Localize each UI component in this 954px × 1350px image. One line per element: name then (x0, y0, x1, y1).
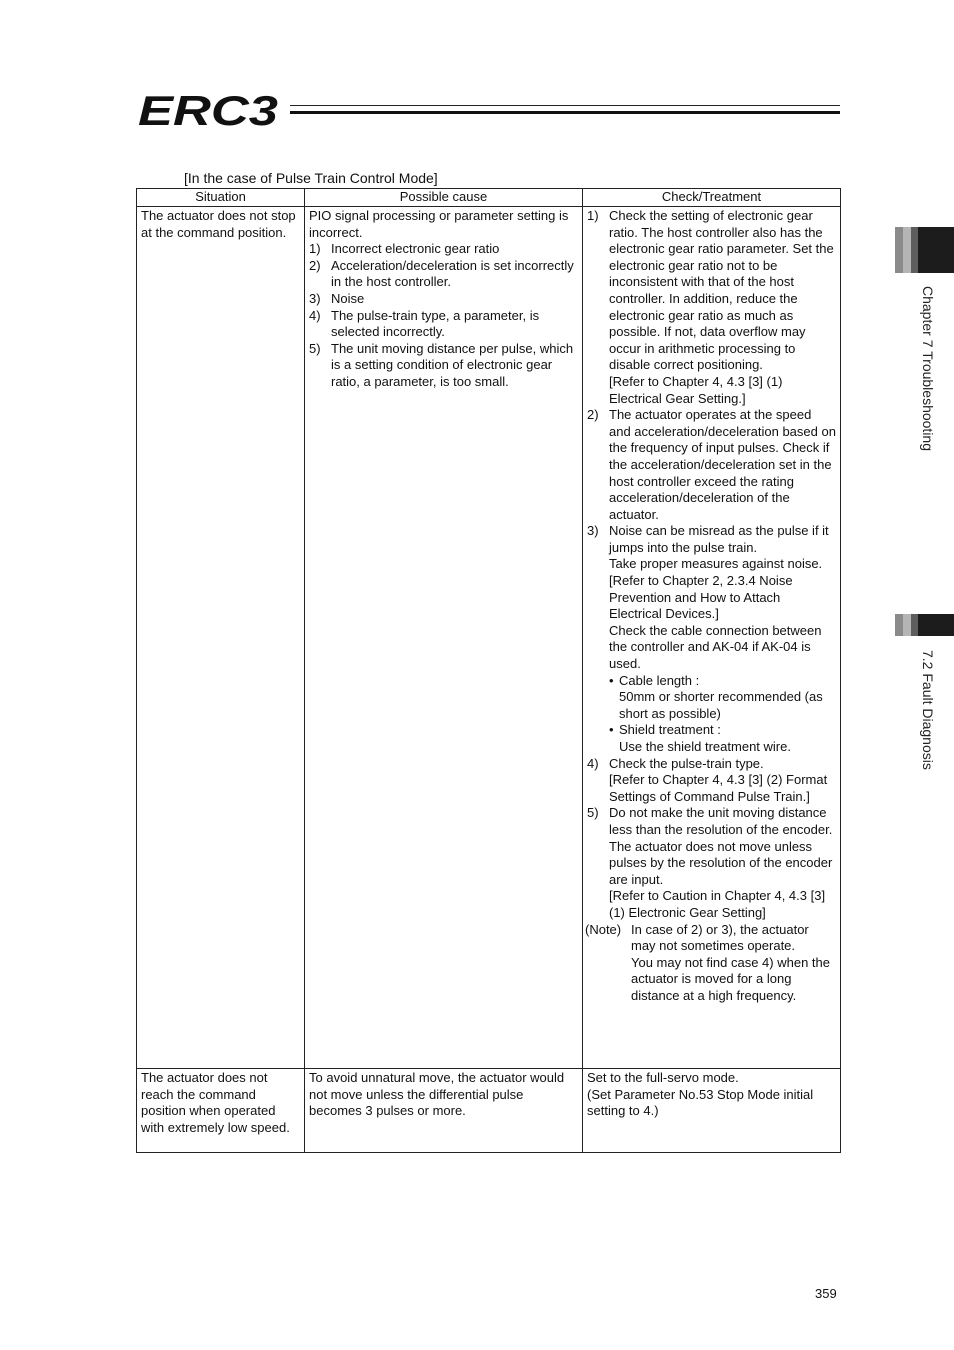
cause-list (309, 241, 578, 390)
list-item: 1) Check the setting of electronic gear ratio. The host controller also has the electronic gear ratio parameter. Set the electronic gear ratio not to be inconsistent with that of the host controller. In addition, reduce the electronic gear ratio as much as possible. If not, data overflow may occur in arithmetic processing to disable correct positioning. [Refer to Chapter 4, 4.3 [3] (1) Electrical Gear Setting.] (587, 208, 836, 407)
situation-cell (137, 207, 305, 1069)
situation-cell: The actuator does not reach the command position when operated with extremely low speed. (137, 1069, 305, 1153)
header-possible-cause: Possible cause (305, 189, 583, 207)
note-block: (Note) In case of 2) or 3), the actuator may not sometimes operate. You may not find case 4) when the actuator is moved for a long distance at a high frequency. (585, 921, 830, 1003)
bullet-item: • Shield treatment : Use the shield treatment wire. (609, 722, 791, 754)
list-item: 3) Noise can be misread as the pulse if it jumps into the pulse train. Take proper measures against noise. [Refer to Chapter 2, 2.3.4 Noise Prevention and How to Attach Electrical Devices.] Check the cable connection between the controller and AK-04 if AK-04 is used. • Cable length : 50mm or shorter recommended (as short as possible) • Shield treatment : Use the shield treatment wire. (587, 523, 836, 755)
table-caption: [In the case of Pulse Train Control Mode] (184, 170, 438, 186)
header-situation: Situation (137, 189, 305, 207)
cause-intro: PIO signal processing or parameter setting is incorrect. (309, 208, 569, 240)
reference-text: [Refer to Chapter 4, 4.3 [3] (1) Electrical Gear Setting.] (609, 373, 783, 406)
side-section-label: 7.2 Fault Diagnosis (920, 650, 936, 770)
treatment-cell (583, 207, 841, 1069)
situation-text: The actuator does not stop at the command position. (141, 208, 296, 240)
list-item: 2) Acceleration/deceleration is set incorrectly in the host controller. (309, 257, 574, 290)
header-check-treatment: Check/Treatment (583, 189, 841, 207)
table-header-row (137, 189, 841, 207)
troubleshooting-table (136, 188, 841, 1153)
header-rule-thin (290, 105, 840, 106)
bullet-item: • Cable length : 50mm or shorter recommended (as short as possible) (609, 672, 823, 721)
side-chapter-label: Chapter 7 Troubleshooting (920, 286, 936, 451)
page-number: 359 (815, 1286, 837, 1301)
table-row (137, 207, 841, 1069)
bullet-icon: • (609, 672, 614, 688)
table-row (137, 1069, 841, 1153)
chapter-tab-marker (895, 227, 954, 273)
note-label: (Note) (585, 921, 622, 937)
treatment-cell: Set to the full-servo mode. (Set Parameter No.53 Stop Mode initial setting to 4.) (583, 1069, 841, 1153)
header-rule-thick (290, 111, 840, 114)
list-item: 2) The actuator operates at the speed and acceleration/deceleration based on the frequency of input pulses. Check if the acceleration/deceleration set in the host controller exceed the rating acceleration/deceleration of the actuator. (587, 407, 836, 522)
reference-text: [Refer to Chapter 4, 4.3 [3] (2) Format Settings of Command Pulse Train.] (609, 772, 828, 804)
list-item: 4) Check the pulse-train type. [Refer to Chapter 4, 4.3 [3] (2) Format Settings of Command Pulse Train.] (587, 756, 836, 806)
list-item: 5) The unit moving distance per pulse, which is a setting condition of electronic gear ratio, a parameter, is too small. (309, 340, 574, 389)
list-item: 3) Noise (309, 290, 365, 306)
cause-cell (305, 207, 583, 1069)
erc3-logo (136, 90, 282, 130)
reference-text: [Refer to Caution in Chapter 4, 4.3 [3] (1) Electronic Gear Setting] (609, 888, 826, 920)
treatment-list (587, 208, 836, 922)
section-tab-marker (895, 614, 954, 636)
logo-text: ERC3 (138, 90, 278, 130)
list-item: 5) Do not make the unit moving distance less than the resolution of the encoder. The actuator does not move unless pulses by the resolution of the encoder are input. [Refer to Caution in Chapter 4, 4.3 [3] (1) Electronic Gear Setting] (587, 805, 836, 921)
list-item: 4) The pulse-train type, a parameter, is selected incorrectly. (309, 307, 540, 340)
cause-cell: To avoid unnatural move, the actuator would not move unless the differential pulse becomes 3 pulses or more. (305, 1069, 583, 1153)
bullet-icon: • (609, 722, 614, 738)
list-item: 1) Incorrect electronic gear ratio (309, 241, 500, 257)
